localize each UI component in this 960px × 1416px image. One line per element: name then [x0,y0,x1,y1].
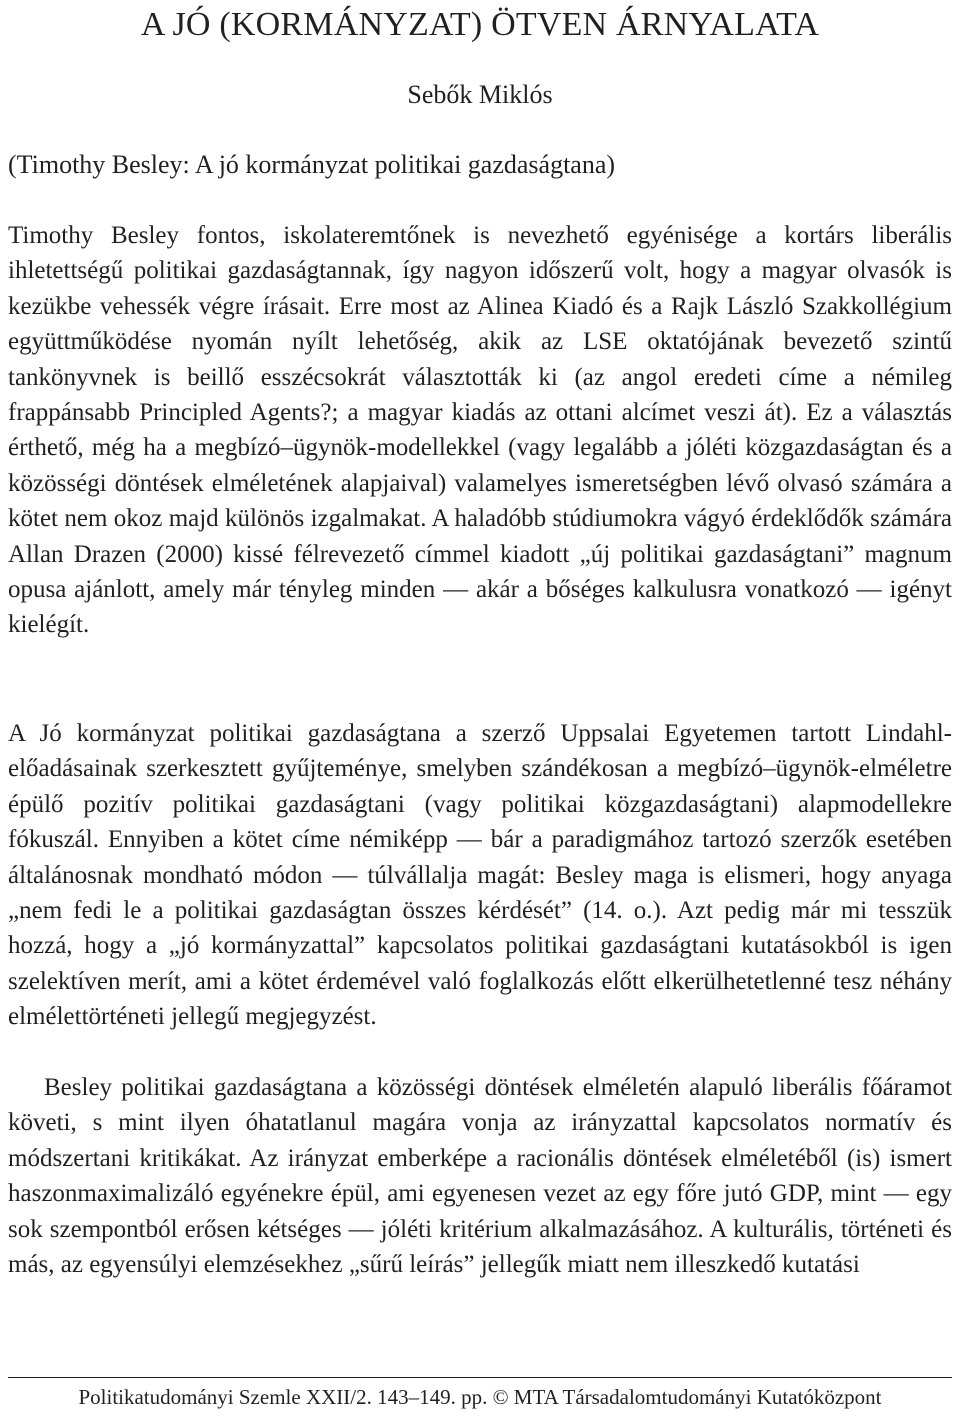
body-paragraph: Timothy Besley fontos, iskolateremtőnek is nevezhető egyénisége a kortárs liberális ihletettségű politikai gazdaságtannak, így nagyon időszerű volt, hogy a magyar olvasók is kezükbe vehessék végre írásait. Erre most az Alinea Kiadó és a Rajk László Szakkollégium együttműködése nyomán nyílt lehetőség, akik az LSE oktatójának bevezető szintű tankönyvnek is beillő esszécsokrát választották ki (az angol eredeti címe a némileg frappánsabb Principled Agents?; a magyar kiadás az ottani alcímet veszi át). Ez a választás érthető, még ha a megbízó–ügynök-modellekkel (vagy legalább a jóléti közgazdaságtan és a közösségi döntések elméletének alapjaival) valamelyes ismeretségben lévő olvasó számára a kötet nem okoz majd különös izgalmakat. A haladóbb stúdiumokra vágyó érdeklődők számára Allan Drazen (2000) kissé félrevezető címmel kiadott „új politikai gazdaságtani” magnum opusa ajánlott, amely már tényleg minden — akár a bőséges kalkulusra vonatkozó — igényt kielégít. [8,222,952,639]
body-paragraph: Besley politikai gazdaságtana a közösségi döntések elméletén alapuló liberális főáramot követi, s mint ilyen óhatatlanul magára vonja az irányzattal kapcsolatos normatív és módszertani kritikákat. Az irányzat emberképe a racionális döntések elméletéből (is) ismert haszonmaximalizáló egyénekre épül, ami egyenesen vezet az egy főre jutó GDP, mint — egy sok szempontból erősen kétséges — jóléti kritérium alkalmazásához. A kulturális, történeti és más, az egyensúlyi elemzésekhez „sűrű leírás” jellegűk miatt nem illeszkedő kutatási [8,1074,952,1279]
article-title: A JÓ (KORMÁNYZAT) ÖTVEN ÁRNYALATA [140,6,820,43]
footer-divider [8,1377,952,1378]
article-subtitle: (Timothy Besley: A jó kormányzat politikai gazdaságtana) [8,150,616,179]
document-page [8,0,952,1416]
article-author: Sebők Miklós [407,80,553,109]
journal-footer: Politikatudományi Szemle XXII/2. 143–149. pp. © MTA Társadalomtudományi Kutatóközpont [78,1385,882,1409]
body-paragraph: A Jó kormányzat politikai gazdaságtana a szerző Uppsalai Egyetemen tartott Lindahl-előadásainak szerkesztett gyűjteménye, smelyben szándékosan a megbízó–ügynök-elméletre épülő pozitív politikai gazdaságtani (vagy politikai közgazdaságtani) alapmodellekre fókuszál. Ennyiben a kötet címe némiképp — bár a paradigmához tartozó szerzők esetében általánosnak mondható módon — túlvállalja magát: Besley maga is elismeri, hogy anyaga „nem fedi le a politikai gazdaságtan összes kérdését” (14. o.). Azt pedig már mi tesszük hozzá, hogy a „jó kormányzattal” kapcsolatos politikai gazdaságtani kutatásokból is igen szelektíven merít, ami a kötet érdemével való foglalkozás előtt elkerülhetetlenné tesz néhány elmélettörténeti jellegű megjegyzést. [8,720,952,1031]
